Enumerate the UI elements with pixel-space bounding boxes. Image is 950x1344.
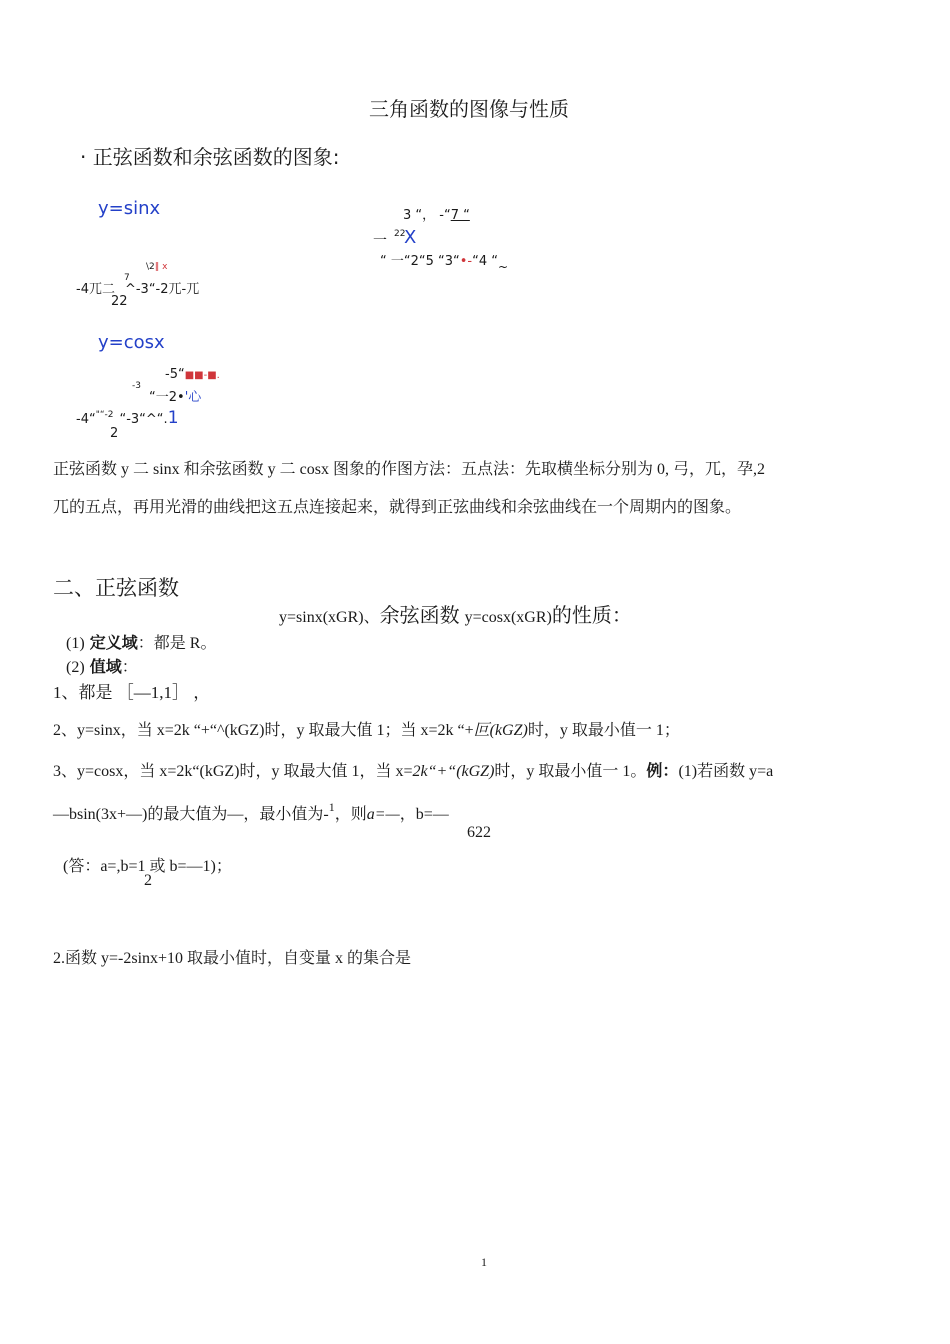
section-1-heading: · 正弦函数和余弦函数的图象:: [80, 145, 340, 169]
range-line-3: [53, 758, 773, 781]
item-range-number: (2): [66, 659, 85, 676]
item-domain-title: 定义域: [89, 633, 138, 652]
sin-fragment-row3-red: •-: [459, 254, 473, 269]
cos-fragment-left-sup: "“-2: [95, 410, 114, 420]
cos-fragment-mid: [149, 386, 201, 405]
range-line-3-g: (1)若函数 y=a: [678, 763, 774, 780]
item-domain: [66, 630, 216, 653]
cos-fragment-top-red: ■■-■.: [184, 370, 220, 381]
range-line-2-c: 时，y 取最大值 1；当 x=2k “+: [264, 722, 474, 739]
example-line-b: ，则: [334, 806, 367, 823]
example-line-a: —bsin(3x+—)的最大值为—，最小值为-: [53, 806, 329, 823]
range-line-2-d: 叵(kGZ): [473, 722, 528, 739]
item-range-title: 值域: [89, 657, 122, 676]
answer-line: (答：a=,b=1 或 b=—1)；: [63, 858, 232, 875]
sin-fragment-row3-tail: “4 “: [472, 254, 498, 269]
five-point-paragraph-line-2: 兀的五点，再用光滑的曲线把这五点连接起来，就得到正弦曲线和余弦曲线在一个周期内的图象。: [53, 499, 742, 516]
range-line-3-b: (kGZ): [199, 763, 240, 780]
sin-fragment-row3-text: “ 一“2“5 “3“: [380, 254, 460, 269]
sin-fragment-left: [76, 278, 199, 297]
sin-fragment-x: X: [404, 227, 417, 248]
sin-fragment-dash: 一: [373, 233, 387, 249]
cos-fragment-top-text: -5“: [165, 367, 185, 382]
sin-fragment-left-text: -4兀二: [76, 282, 115, 297]
cos-fragment-mid-text: “一2•: [149, 390, 185, 405]
sin-fragment-small-red: ‖ x: [154, 262, 168, 272]
item-domain-text: ：都是 R。: [137, 635, 217, 652]
sin-fragment-tilde: ~: [498, 260, 509, 274]
cos-fragment-sup3: -3: [132, 381, 141, 391]
answer-denominator: 2: [144, 872, 152, 889]
sin-fragment-top-text: 3 “， -“: [403, 208, 451, 223]
sin-fragment-sup7: 7: [124, 273, 130, 283]
section-2-subheading: [279, 599, 632, 628]
cos-fragment-two: 2: [110, 426, 119, 441]
five-point-paragraph-line-1: 正弦函数 y 二 sinx 和余弦函数 y 二 cosx 图象的作图方法：五点法：先取横坐标分别为 0, 弓，兀，孕,2: [53, 461, 766, 478]
cos-label: y=cosx: [98, 332, 165, 353]
sin-fragment-row3: [380, 250, 498, 269]
subheading-cos-label: 余弦函数: [379, 603, 460, 627]
range-line-2-b: (kGZ): [224, 722, 265, 739]
range-line-3-d: 2k“+“(kGZ): [412, 763, 495, 780]
range-line-2-a: 2、y=sinx，当 x=2k “+“^: [53, 722, 225, 739]
sin-label: y=sinx: [98, 198, 161, 219]
item-domain-number: (1): [66, 635, 85, 652]
cos-fragment-left-text: -4“: [76, 412, 96, 427]
sin-fragment-top: [403, 204, 470, 223]
sin-fragment-22: 22: [394, 229, 406, 239]
example-label: 例：: [646, 761, 679, 780]
subheading-cos-domain: y=cosx(xGR): [464, 609, 552, 626]
cos-fragment-left-tail: “-3“^“.: [119, 412, 168, 427]
sin-fragment-small-text: \2: [146, 262, 155, 272]
subheading-properties: 的性质：: [551, 603, 632, 627]
range-line-1: 1、都是 ［—1,1］ ，: [53, 683, 211, 702]
cos-fragment-top: [165, 367, 220, 382]
page-number: 1: [481, 1255, 487, 1269]
subheading-sin-domain: y=sinx(xGR)、: [279, 609, 380, 626]
cos-fragment-mid-blue: '心: [184, 390, 202, 405]
sin-fragment-small: [146, 262, 167, 272]
example-line-c: a=—: [366, 806, 400, 823]
example-denominators: 622: [467, 824, 491, 841]
range-line-2-e: 时，y 取最小值一 1；: [527, 722, 680, 739]
page-title: 三角函数的图像与性质: [369, 99, 569, 121]
example-line: [53, 800, 449, 824]
cos-fragment-left: [76, 408, 179, 428]
question-2: 2.函数 y=-2sinx+10 取最小值时，自变量 x 的集合是: [53, 950, 412, 967]
range-line-3-c: 时，y 取最大值 1，当 x=: [239, 763, 413, 780]
cos-fragment-one: 1: [167, 408, 179, 428]
sin-fragment-top-underlined: 7 “: [450, 208, 470, 223]
example-line-sup: 1: [328, 800, 335, 814]
example-line-d: ，b=—: [399, 806, 449, 823]
section-2-heading: 二、正弦函数: [53, 576, 179, 600]
range-line-3-a: 3、y=cosx，当 x=2k“: [53, 763, 200, 780]
range-line-2: [53, 717, 680, 740]
range-line-3-e: 时，y 取最小值一 1。: [494, 763, 647, 780]
item-range-colon: ：: [121, 659, 138, 676]
sin-fragment-left-tail: ^-3“-2兀-兀: [124, 282, 200, 297]
item-range: [66, 654, 138, 677]
sin-fragment-22b: 22: [111, 294, 128, 309]
